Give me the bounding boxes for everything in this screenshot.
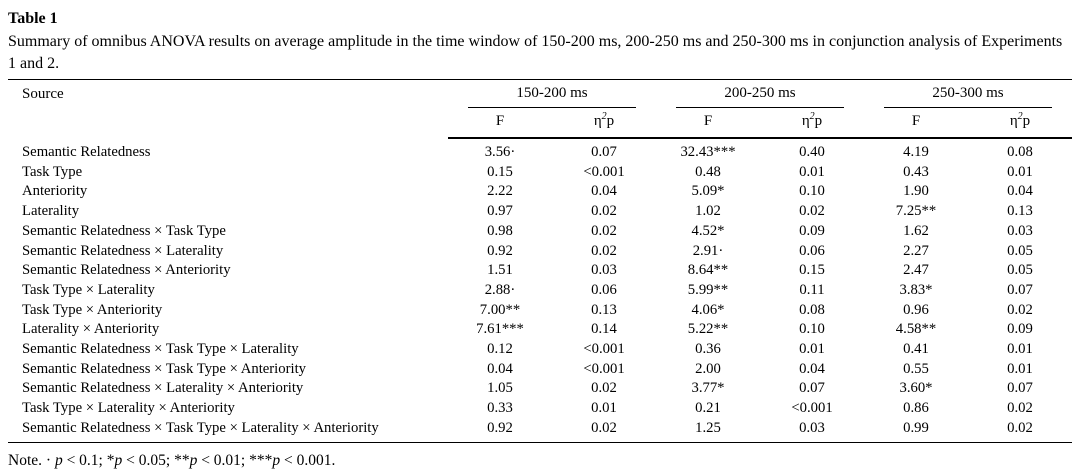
cell-value: 0.02 [591, 222, 617, 239]
cell-value: 0.40 [799, 144, 825, 160]
row-source-label: Laterality × Anteriority [22, 321, 160, 338]
cell-value: 0.09 [1007, 321, 1033, 338]
table-caption: Summary of omnibus ANOVA results on average amplitude in the time window of 150-200 ms, 200-250 ms and 250-300 ms in conjunction analysis of Experiments 1 and 2. [8, 33, 1063, 72]
cell-value: 7.25** [895, 203, 937, 220]
cell-value: 0.01 [799, 341, 825, 358]
column-header-f-2: F [656, 108, 760, 138]
cell-value: <0.001 [791, 400, 833, 417]
column-group-250-300ms [864, 80, 1072, 109]
cell-value: <0.001 [583, 163, 625, 180]
cell-value: 1.51 [487, 262, 513, 279]
cell-value: 0.02 [591, 380, 617, 397]
note-item-dot: · p < 0.1; [42, 451, 107, 469]
note-item-star: *p < 0.05; [106, 451, 175, 469]
cell-value: 0.02 [1007, 419, 1033, 436]
cell-value: 2.27 [903, 242, 929, 259]
table-row [8, 360, 1072, 380]
cell-value: 1.02 [695, 203, 721, 220]
table-row [8, 202, 1072, 222]
cell-value: 0.21 [695, 400, 721, 417]
cell-value: 0.03 [799, 419, 825, 436]
cell-value: 0.01 [591, 400, 617, 417]
cell-value: 0.06 [799, 242, 825, 259]
cell-value: 0.15 [487, 163, 513, 180]
cell-value: 0.09 [799, 222, 825, 239]
cell-value: 0.03 [1007, 222, 1033, 239]
table-row [8, 419, 1072, 442]
column-header-eta-2: $\eta^2p$ [760, 108, 864, 138]
cell-value: 0.04 [591, 183, 617, 200]
cell-value: 3.77* [691, 380, 725, 397]
row-source-label: Task Type × Laterality × Anteriority [22, 400, 235, 417]
column-group-200-250ms [656, 80, 864, 109]
column-group-150-200ms [448, 80, 656, 109]
cell-value: 3.56· [484, 144, 516, 160]
cell-value: 2.47 [903, 262, 929, 279]
table-row [8, 301, 1072, 321]
paper-table-figure [8, 9, 1072, 469]
cell-value: 1.62 [903, 222, 929, 239]
cell-value: 0.04 [487, 360, 513, 377]
cell-value: 0.01 [799, 163, 825, 180]
cell-value: 1.25 [695, 419, 721, 436]
cell-value: 4.06* [691, 301, 725, 318]
column-header-f-1: F [448, 108, 552, 138]
cell-value: 0.11 [799, 281, 825, 298]
cell-value: 1.90 [903, 183, 929, 200]
group-label-200-250ms: 200-250 ms [676, 85, 844, 108]
cell-value: 0.14 [591, 321, 617, 338]
cell-value: 0.36 [695, 341, 721, 358]
table-row [8, 163, 1072, 183]
cell-value: 0.02 [1007, 400, 1033, 417]
table-row [8, 399, 1072, 419]
table-row [8, 222, 1072, 242]
cell-value: 0.07 [1007, 281, 1033, 298]
cell-value: 8.64** [687, 262, 729, 279]
cell-value: 0.03 [591, 262, 617, 279]
row-source-label: Semantic Relatedness × Task Type × Anteriority [22, 360, 307, 377]
cell-value: 0.55 [903, 360, 929, 377]
anova-table [8, 79, 1072, 443]
cell-value: 0.41 [903, 341, 929, 358]
row-source-label: Task Type [22, 163, 83, 180]
cell-value: 0.86 [903, 400, 929, 417]
cell-value: 0.48 [695, 163, 721, 180]
cell-value: 0.99 [903, 419, 929, 436]
row-source-label: Task Type × Laterality [22, 281, 155, 298]
cell-value: 0.92 [487, 419, 513, 436]
column-header-eta-1: $\eta^2p$ [552, 108, 656, 138]
row-source-label: Semantic Relatedness [22, 143, 151, 160]
table-note [8, 451, 1072, 469]
table-body [8, 138, 1072, 442]
cell-value: 0.05 [1007, 242, 1033, 259]
cell-value: 4.19 [903, 144, 929, 160]
table-row [8, 379, 1072, 399]
table-title: Table 1 [8, 10, 58, 27]
cell-value: 0.08 [799, 301, 825, 318]
row-source-label: Semantic Relatedness × Task Type × Laterality × Anteriority [22, 419, 379, 436]
cell-value: 2.88· [484, 281, 516, 298]
cell-value: 7.00** [479, 301, 521, 318]
table-row [8, 320, 1072, 340]
cell-value: 7.61*** [476, 321, 524, 338]
cell-value: 0.07 [1007, 380, 1033, 397]
row-source-label: Laterality [22, 203, 80, 220]
row-source-label: Semantic Relatedness × Anteriority [22, 262, 231, 279]
cell-value: 2.91· [692, 242, 724, 259]
cell-value: 0.07 [799, 380, 825, 397]
spanner-row [8, 80, 1072, 109]
row-source-label: Semantic Relatedness × Task Type [22, 222, 226, 239]
column-header-source: Source [22, 86, 64, 102]
note-item-2star: **p < 0.01; [174, 451, 250, 469]
cell-value: <0.001 [583, 360, 625, 377]
cell-value: 3.83* [899, 281, 933, 298]
cell-value: 0.01 [1007, 341, 1033, 358]
cell-value: 5.09* [691, 183, 725, 200]
row-source-label: Semantic Relatedness × Laterality [22, 242, 224, 259]
cell-value: 0.02 [591, 203, 617, 220]
cell-value: 0.97 [487, 203, 513, 220]
cell-value: 0.15 [799, 262, 825, 279]
cell-value: 0.92 [487, 242, 513, 259]
cell-value: 0.02 [799, 203, 825, 220]
cell-value: 0.33 [487, 400, 513, 417]
cell-value: 5.99** [687, 281, 729, 298]
group-label-250-300ms: 250-300 ms [884, 85, 1052, 108]
cell-value: 0.01 [1007, 360, 1033, 377]
table-row [8, 182, 1072, 202]
group-label-150-200ms: 150-200 ms [468, 85, 636, 108]
cell-value: 0.02 [591, 242, 617, 259]
cell-value: 3.60* [899, 380, 933, 397]
row-source-label: Task Type × Anteriority [22, 301, 163, 318]
note-item-3star: ***p < 0.001. [249, 451, 336, 469]
cell-value: 2.22 [487, 183, 513, 200]
table-header [8, 80, 1072, 139]
cell-value: 0.01 [1007, 163, 1033, 180]
cell-value: 0.08 [1007, 144, 1033, 160]
table-row [8, 340, 1072, 360]
cell-value: <0.001 [583, 341, 625, 358]
cell-value: 0.96 [903, 301, 929, 318]
cell-value: 0.04 [1007, 183, 1033, 200]
cell-value: 1.05 [487, 380, 513, 397]
row-source-label: Anteriority [22, 183, 88, 200]
column-header-f-3: F [864, 108, 968, 138]
row-source-label: Semantic Relatedness × Laterality × Anteriority [22, 380, 304, 397]
table-row [8, 281, 1072, 301]
cell-value: 0.13 [591, 301, 617, 318]
cell-value: 0.05 [1007, 262, 1033, 279]
cell-value: 0.02 [1007, 301, 1033, 318]
cell-value: 4.58** [895, 321, 937, 338]
cell-value: 0.43 [903, 163, 929, 180]
cell-value: 0.98 [487, 222, 513, 239]
cell-value: 0.02 [591, 419, 617, 436]
cell-value: 0.12 [487, 341, 513, 358]
column-header-eta-3: $\eta^2p$ [968, 108, 1072, 138]
cell-value: 0.07 [591, 144, 617, 160]
cell-value: 0.10 [799, 183, 825, 200]
note-label: Note. [8, 451, 43, 469]
cell-value: 0.04 [799, 360, 825, 377]
cell-value: 4.52* [691, 222, 725, 239]
cell-value: 0.10 [799, 321, 825, 338]
table-row [8, 138, 1072, 163]
table-row [8, 242, 1072, 262]
row-source-label: Semantic Relatedness × Task Type × Laterality [22, 341, 299, 358]
table-row [8, 261, 1072, 281]
cell-value: 5.22** [687, 321, 729, 338]
cell-value: 32.43*** [680, 144, 736, 160]
cell-value: 2.00 [695, 360, 721, 377]
cell-value: 0.13 [1007, 203, 1033, 220]
cell-value: 0.06 [591, 281, 617, 298]
